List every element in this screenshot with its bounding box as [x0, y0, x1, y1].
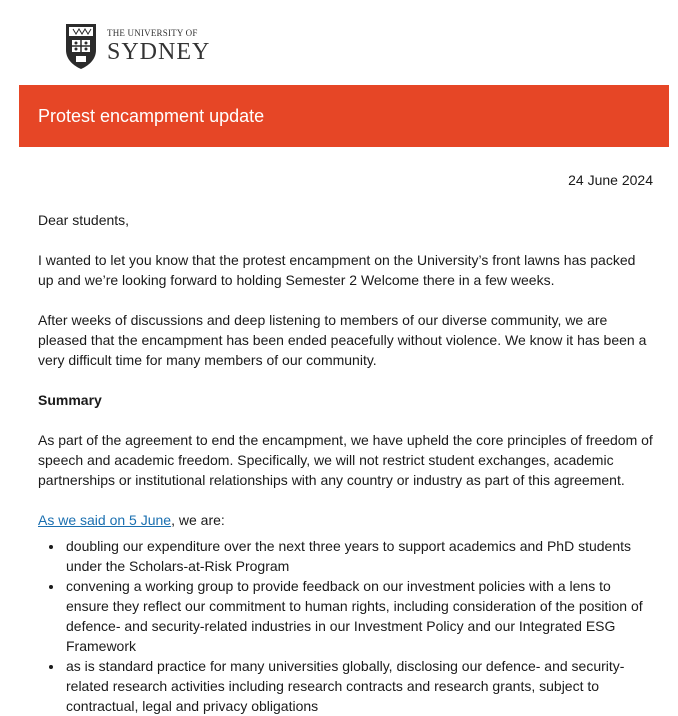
title-banner	[19, 85, 669, 147]
logo-top-text: THE UNIVERSITY OF	[107, 27, 198, 38]
paragraph-1: I wanted to let you know that the protest encampment on the University’s front lawns has packed up and we’re looking forward to holding Semester 2 Welcome there in a few weeks.	[38, 252, 636, 288]
list-item: • doubling our expenditure over the next three years to support academics and PhD students under the Scholars-at-Risk Program	[64, 536, 653, 576]
summary-heading: Summary	[38, 392, 102, 408]
logo-main-text: SYDNEY	[107, 38, 211, 65]
paragraph-3: As part of the agreement to end the encampment, we have upheld the core principles of freedom of speech and academic freedom. Specifically, we will not restrict student exchanges, academic partnerships or institutional relationships with any country or industry as part of this agreement.	[38, 432, 653, 488]
list-item: • as is standard practice for many universities globally, disclosing our defence- and security-related research activities including research contracts and research grants, subject to contractual, legal and privacy obligations	[64, 656, 653, 716]
paragraph-2: After weeks of discussions and deep listening to members of our diverse community, we are pleased that the encampment has been ended peacefully without violence. We know it has been a very difficult time for many members of our community.	[38, 312, 647, 368]
page-title: Protest encampment update	[38, 105, 265, 126]
link-paragraph	[38, 510, 653, 530]
university-logo	[64, 18, 224, 74]
june-5-link[interactable]: As we said on 5 June	[38, 512, 172, 528]
salutation: Dear students,	[38, 212, 130, 228]
crest-icon	[64, 22, 98, 70]
list-item: • convening a working group to provide feedback on our investment policies with a lens to ensure they reflect our commitment to human rights, including consideration of the position of defence- and security-related industries in our Investment Policy and our Integrated ESG Framework	[64, 576, 653, 656]
commitments-list	[38, 536, 653, 716]
letter-date: 24 June 2024	[568, 172, 653, 188]
link-suffix: , we are:	[171, 512, 225, 528]
letter-body	[38, 170, 653, 716]
